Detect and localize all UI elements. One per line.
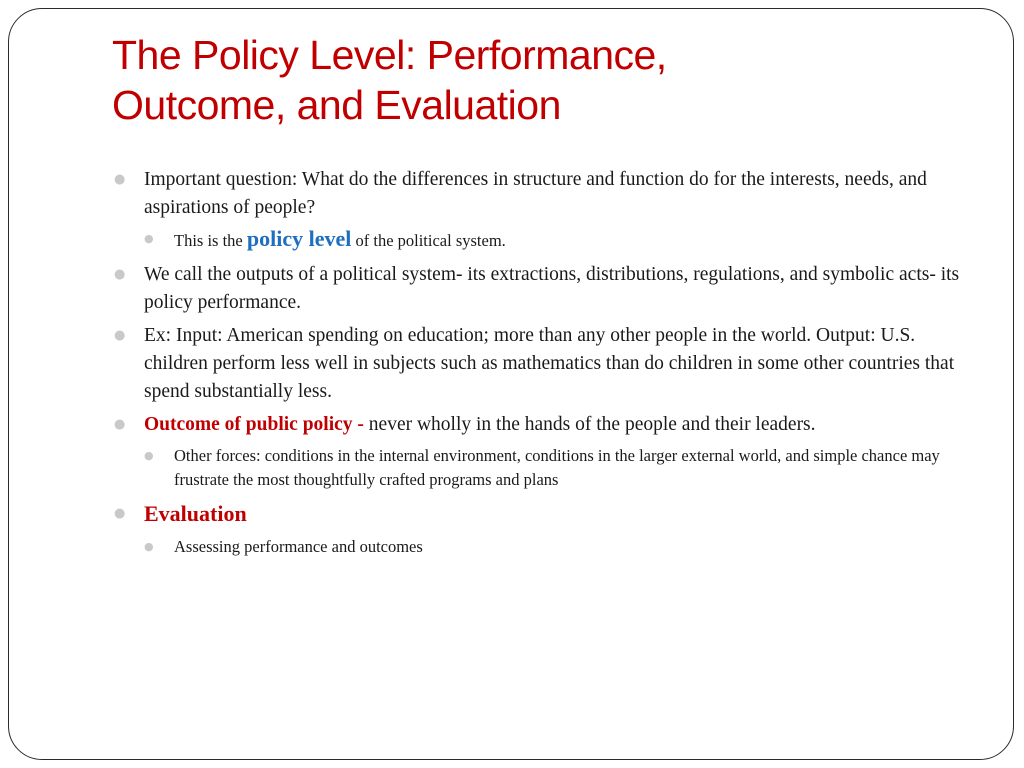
title-line-1: The Policy Level: Performance, (112, 32, 667, 78)
bullet-dot-icon: ● (114, 172, 126, 187)
bullet-dot-icon: ● (144, 540, 154, 553)
slide-title (112, 30, 972, 130)
bullet-dot-icon: ● (114, 417, 126, 432)
bullet-important-question (114, 166, 974, 222)
bullet-dot-icon: ● (114, 267, 126, 282)
bullet-example (114, 322, 974, 406)
sub-bullet-assessing (144, 535, 974, 559)
bullet-dot-icon: ● (114, 328, 126, 343)
slide-body (114, 166, 974, 567)
bullet-text-suffix: of the political system. (351, 231, 506, 250)
bullet-dot-icon: ● (114, 506, 126, 521)
sub-bullet-other-forces (144, 444, 974, 492)
sub-bullet-policy-level (144, 227, 974, 253)
outcome-highlight: Outcome of public policy - (144, 414, 369, 435)
bullet-text: Ex: Input: American spending on education; more than any other people in the world. Output: U.S. children perform less well in subjects such as mathematics than do children in some other countries that spend substantially less. (144, 325, 955, 402)
policy-level-highlight: policy level (246, 226, 352, 251)
title-line-2: Outcome, and Evaluation (112, 82, 561, 128)
bullet-evaluation (114, 500, 974, 530)
bullet-outputs (114, 261, 974, 317)
bullet-text: Assessing performance and outcomes (174, 537, 423, 556)
bullet-dot-icon: ● (144, 449, 154, 462)
bullet-text-prefix: This is the (174, 231, 247, 250)
bullet-dot-icon: ● (144, 232, 154, 245)
bullet-text: We call the outputs of a political system- its extractions, distributions, regulations, and symbolic acts- its policy performance. (144, 264, 960, 313)
bullet-text: Important question: What do the differences in structure and function do for the interests, needs, and aspirations of people? (144, 169, 927, 218)
bullet-text: never wholly in the hands of the people and their leaders. (368, 414, 816, 435)
bullet-text: Other forces: conditions in the internal environment, conditions in the larger external world, and simple chance may frustrate the most thoughtfully crafted programs and plans (174, 446, 940, 489)
bullet-outcome (114, 411, 974, 439)
evaluation-highlight: Evaluation (144, 501, 247, 526)
